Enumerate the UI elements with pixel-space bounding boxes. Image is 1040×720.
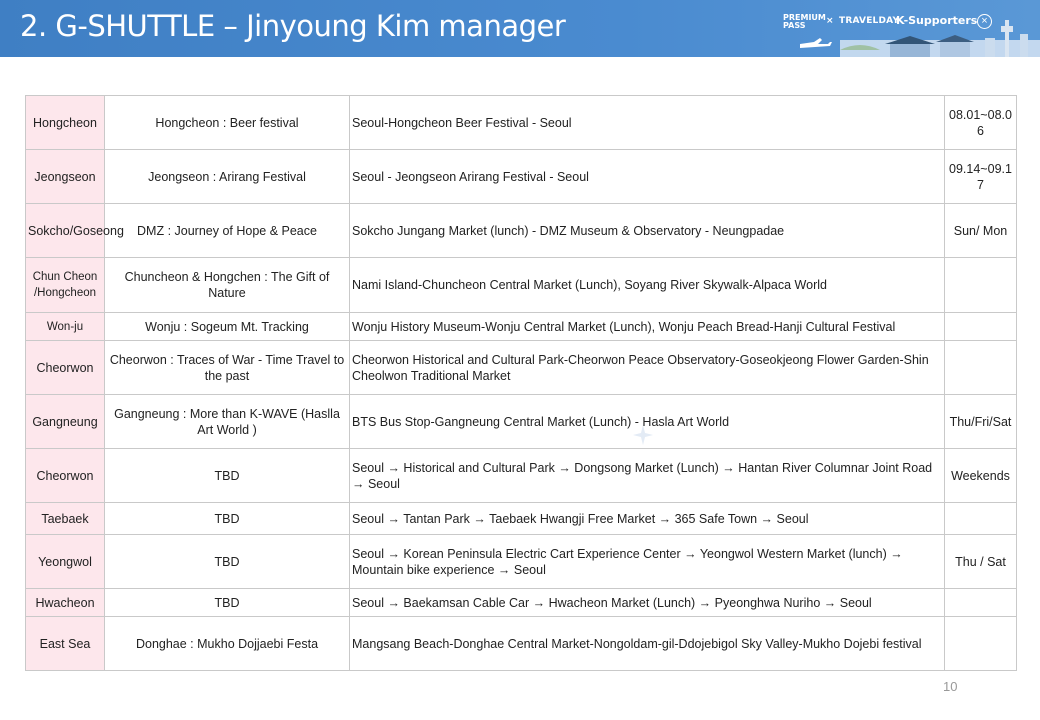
shuttle-course-table <box>25 95 1017 671</box>
table-row <box>26 617 1017 671</box>
k-supporters-logo: K-Supporters <box>896 14 978 27</box>
slide-title: 2. G-SHUTTLE – Jinyoung Kim manager <box>20 9 566 43</box>
region-cell: East Sea <box>26 617 105 671</box>
route-cell: Cheorwon Historical and Cultural Park-Cheorwon Peace Observatory-Goseokjeong Flower Garden-Shin Cheolwon Traditional Market <box>350 341 945 395</box>
table-row <box>26 503 1017 535</box>
table-body <box>26 96 1017 671</box>
route-cell: Wonju History Museum-Wonju Central Market (Lunch), Wonju Peach Bread-Hanji Cultural Festival <box>350 313 945 341</box>
header-bar <box>0 0 1040 57</box>
region-cell: Cheorwon <box>26 449 105 503</box>
date-cell: Sun/ Mon <box>945 204 1017 258</box>
page-number: 10 <box>943 679 958 694</box>
theme-cell: Donghae : Mukho Dojjaebi Festa <box>105 617 350 671</box>
brand-separator: × <box>826 16 834 26</box>
date-cell <box>945 589 1017 617</box>
route-cell: BTS Bus Stop-Gangneung Central Market (Lunch) - Hasla Art World <box>350 395 945 449</box>
route-cell: Seoul → Korean Peninsula Electric Cart Experience Center → Yeongwol Western Market (lunch) → Mountain bike experience → Seoul <box>350 535 945 589</box>
date-cell: 08.01~08.06 <box>945 96 1017 150</box>
table-row <box>26 395 1017 449</box>
date-cell <box>945 503 1017 535</box>
table-row <box>26 589 1017 617</box>
region-cell: Cheorwon <box>26 341 105 395</box>
route-cell: Seoul - Jeongseon Arirang Festival - Seoul <box>350 150 945 204</box>
date-cell <box>945 258 1017 313</box>
route-cell: Sokcho Jungang Market (lunch) - DMZ Museum & Observatory - Neungpadae <box>350 204 945 258</box>
table-row <box>26 150 1017 204</box>
date-cell <box>945 313 1017 341</box>
date-cell: 09.14~09.17 <box>945 150 1017 204</box>
region-cell: Won-ju <box>26 313 105 341</box>
route-cell: Nami Island-Chuncheon Central Market (Lunch), Soyang River Skywalk-Alpaca World <box>350 258 945 313</box>
region-cell: Yeongwol <box>26 535 105 589</box>
table-row <box>26 96 1017 150</box>
route-cell: Seoul → Historical and Cultural Park → Dongsong Market (Lunch) → Hantan River Columnar Joint Road → Seoul <box>350 449 945 503</box>
table-row <box>26 258 1017 313</box>
region-cell: Chun Cheon /Hongcheon <box>26 258 105 313</box>
table-row <box>26 313 1017 341</box>
region-cell: Gangneung <box>26 395 105 449</box>
table-row <box>26 535 1017 589</box>
theme-cell: Wonju : Sogeum Mt. Tracking <box>105 313 350 341</box>
travelday-logo: TRAVELDAY <box>839 16 900 26</box>
theme-cell: TBD <box>105 503 350 535</box>
table-row <box>26 449 1017 503</box>
theme-cell: Chuncheon & Hongchen : The Gift of Nature <box>105 258 350 313</box>
theme-cell: DMZ : Journey of Hope & Peace <box>105 204 350 258</box>
route-cell: Seoul → Tantan Park → Taebaek Hwangji Free Market → 365 Safe Town → Seoul <box>350 503 945 535</box>
region-cell: Jeongseon <box>26 150 105 204</box>
theme-cell: Gangneung : More than K-WAVE (Haslla Art World ) <box>105 395 350 449</box>
route-cell: Seoul-Hongcheon Beer Festival - Seoul <box>350 96 945 150</box>
table-row <box>26 204 1017 258</box>
region-cell: Hongcheon <box>26 96 105 150</box>
theme-cell: TBD <box>105 535 350 589</box>
route-cell: Seoul → Baekamsan Cable Car → Hwacheon Market (Lunch) → Pyeonghwa Nuriho → Seoul <box>350 589 945 617</box>
premium-pass-logo: PREMIUM PASS <box>783 13 826 30</box>
region-cell: Sokcho/Goseong <box>26 204 105 258</box>
theme-cell: Jeongseon : Arirang Festival <box>105 150 350 204</box>
table-row <box>26 341 1017 395</box>
sparkle-icon <box>633 425 653 445</box>
route-cell: Mangsang Beach-Donghae Central Market-Nongoldam-gil-Ddojebigol Sky Valley-Mukho Dojebi festival <box>350 617 945 671</box>
date-cell: Weekends <box>945 449 1017 503</box>
region-cell: Taebaek <box>26 503 105 535</box>
date-cell: Thu/Fri/Sat <box>945 395 1017 449</box>
theme-cell: Hongcheon : Beer festival <box>105 96 350 150</box>
date-cell <box>945 341 1017 395</box>
date-cell <box>945 617 1017 671</box>
theme-cell: Cheorwon : Traces of War - Time Travel to the past <box>105 341 350 395</box>
theme-cell: TBD <box>105 449 350 503</box>
region-cell: Hwacheon <box>26 589 105 617</box>
date-cell: Thu / Sat <box>945 535 1017 589</box>
theme-cell: TBD <box>105 589 350 617</box>
close-icon[interactable]: × <box>977 14 992 29</box>
